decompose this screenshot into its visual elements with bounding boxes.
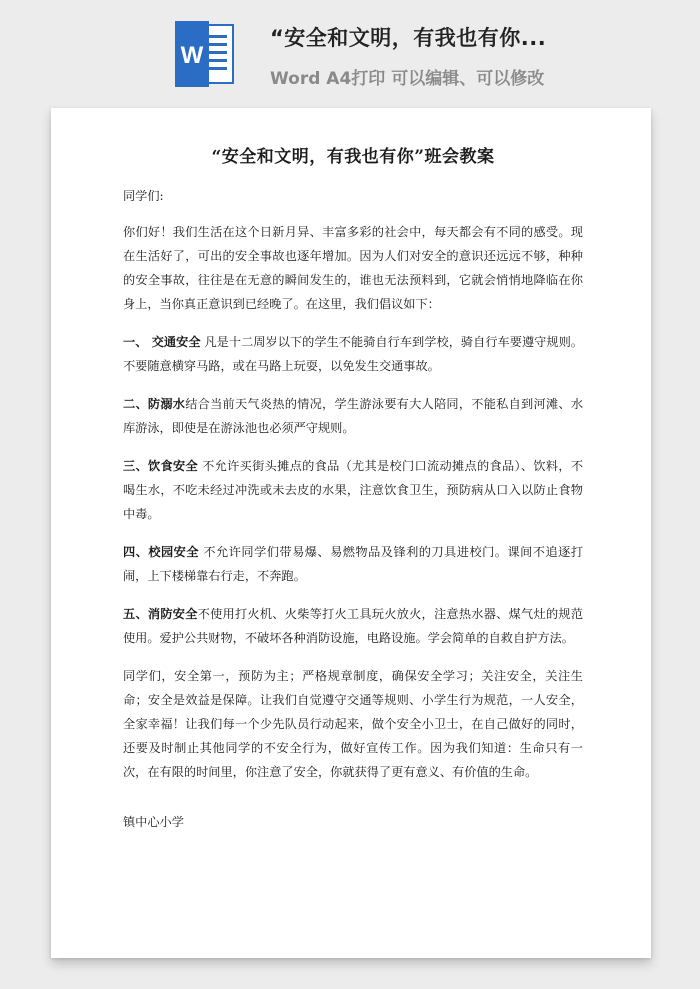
svg-text:W: W xyxy=(180,42,204,69)
safety-item xyxy=(123,602,583,650)
greeting: 同学们: xyxy=(123,189,164,203)
header xyxy=(0,0,700,100)
safety-item xyxy=(123,454,583,526)
safety-item-text: 结合当前天气炎热的情况，学生游泳要有大人陪同，不能私自到河滩、水库游泳，即使是在游泳池也必须严守规则。 xyxy=(123,397,584,435)
safety-item xyxy=(123,330,583,378)
safety-item xyxy=(123,540,583,588)
safety-item xyxy=(123,392,583,440)
safety-item-text: 不使用打火机、火柴等打火工具玩火放火，注意热水器、煤气灶的规范使用。爱护公共财物，不破坏各种消防设施，电路设施。学会简单的自救自护方法。 xyxy=(123,607,584,645)
signature: 镇中心小学 xyxy=(123,815,184,829)
safety-item-label: 四、校园安全 xyxy=(123,545,200,559)
document-title: “安全和文明，有我也有你”班会教案 xyxy=(211,147,495,167)
header-subtitle: Word A4打印 可以编辑、可以修改 xyxy=(270,69,545,89)
safety-item-text: 凡是十二周岁以下的学生不能骑自行车到学校，骑自行车要遵守规则。不要随意横穿马路，或在马路上玩耍，以免发生交通事故。 xyxy=(123,335,583,373)
word-document-icon xyxy=(175,21,237,87)
safety-item-text: 不允许同学们带易爆、易燃物品及锋利的刀具进校门。课间不追逐打闹，上下楼梯靠右行走，不奔跑。 xyxy=(123,545,584,583)
safety-item-label: 三、饮食安全 xyxy=(123,459,198,473)
safety-item-label: 五、消防安全 xyxy=(123,607,198,621)
closing-paragraph: 同学们，安全第一，预防为主；严格规章制度，确保安全学习；关注安全，关注生命；安全是效益是保障。让我们自觉遵守交通等规则、小学生行为规范，一人安全，全家幸福！让我们每一个少先队员行动起来，做个安全小卫士，在自己做好的同时，还要及时制止其他同学的不安全行为，做好宣传工作。因为我们知道：生命只有一次，在有限的时间里，你注意了安全，你就获得了更有意义、有价值的生命。 xyxy=(123,669,583,779)
safety-item-label: 一、 交通安全 xyxy=(123,335,201,349)
header-title: “安全和文明，有我也有你... xyxy=(270,26,547,50)
safety-item-text: 不允许买街头摊点的食品（尤其是校门口流动摊点的食品）、饮料，不喝生水，不吃未经过冲洗或未去皮的水果，注意饮食卫生，预防病从口入以防止食物中毒。 xyxy=(123,459,584,521)
safety-item-label: 二、防溺水 xyxy=(123,397,186,411)
document-page xyxy=(51,108,651,958)
intro-paragraph: 你们好！我们生活在这个日新月异、丰富多彩的社会中，每天都会有不同的感受。现在生活好了，可出的安全事故也逐年增加。因为人们对安全的意识还远远不够，种种的安全事故，往往是在无意的瞬间发生的，谁也无法预料到，它就会悄悄地降临在你身上，当你真正意识到已经晚了。在这里，我们倡议如下： xyxy=(123,225,583,311)
document-body xyxy=(123,144,583,834)
